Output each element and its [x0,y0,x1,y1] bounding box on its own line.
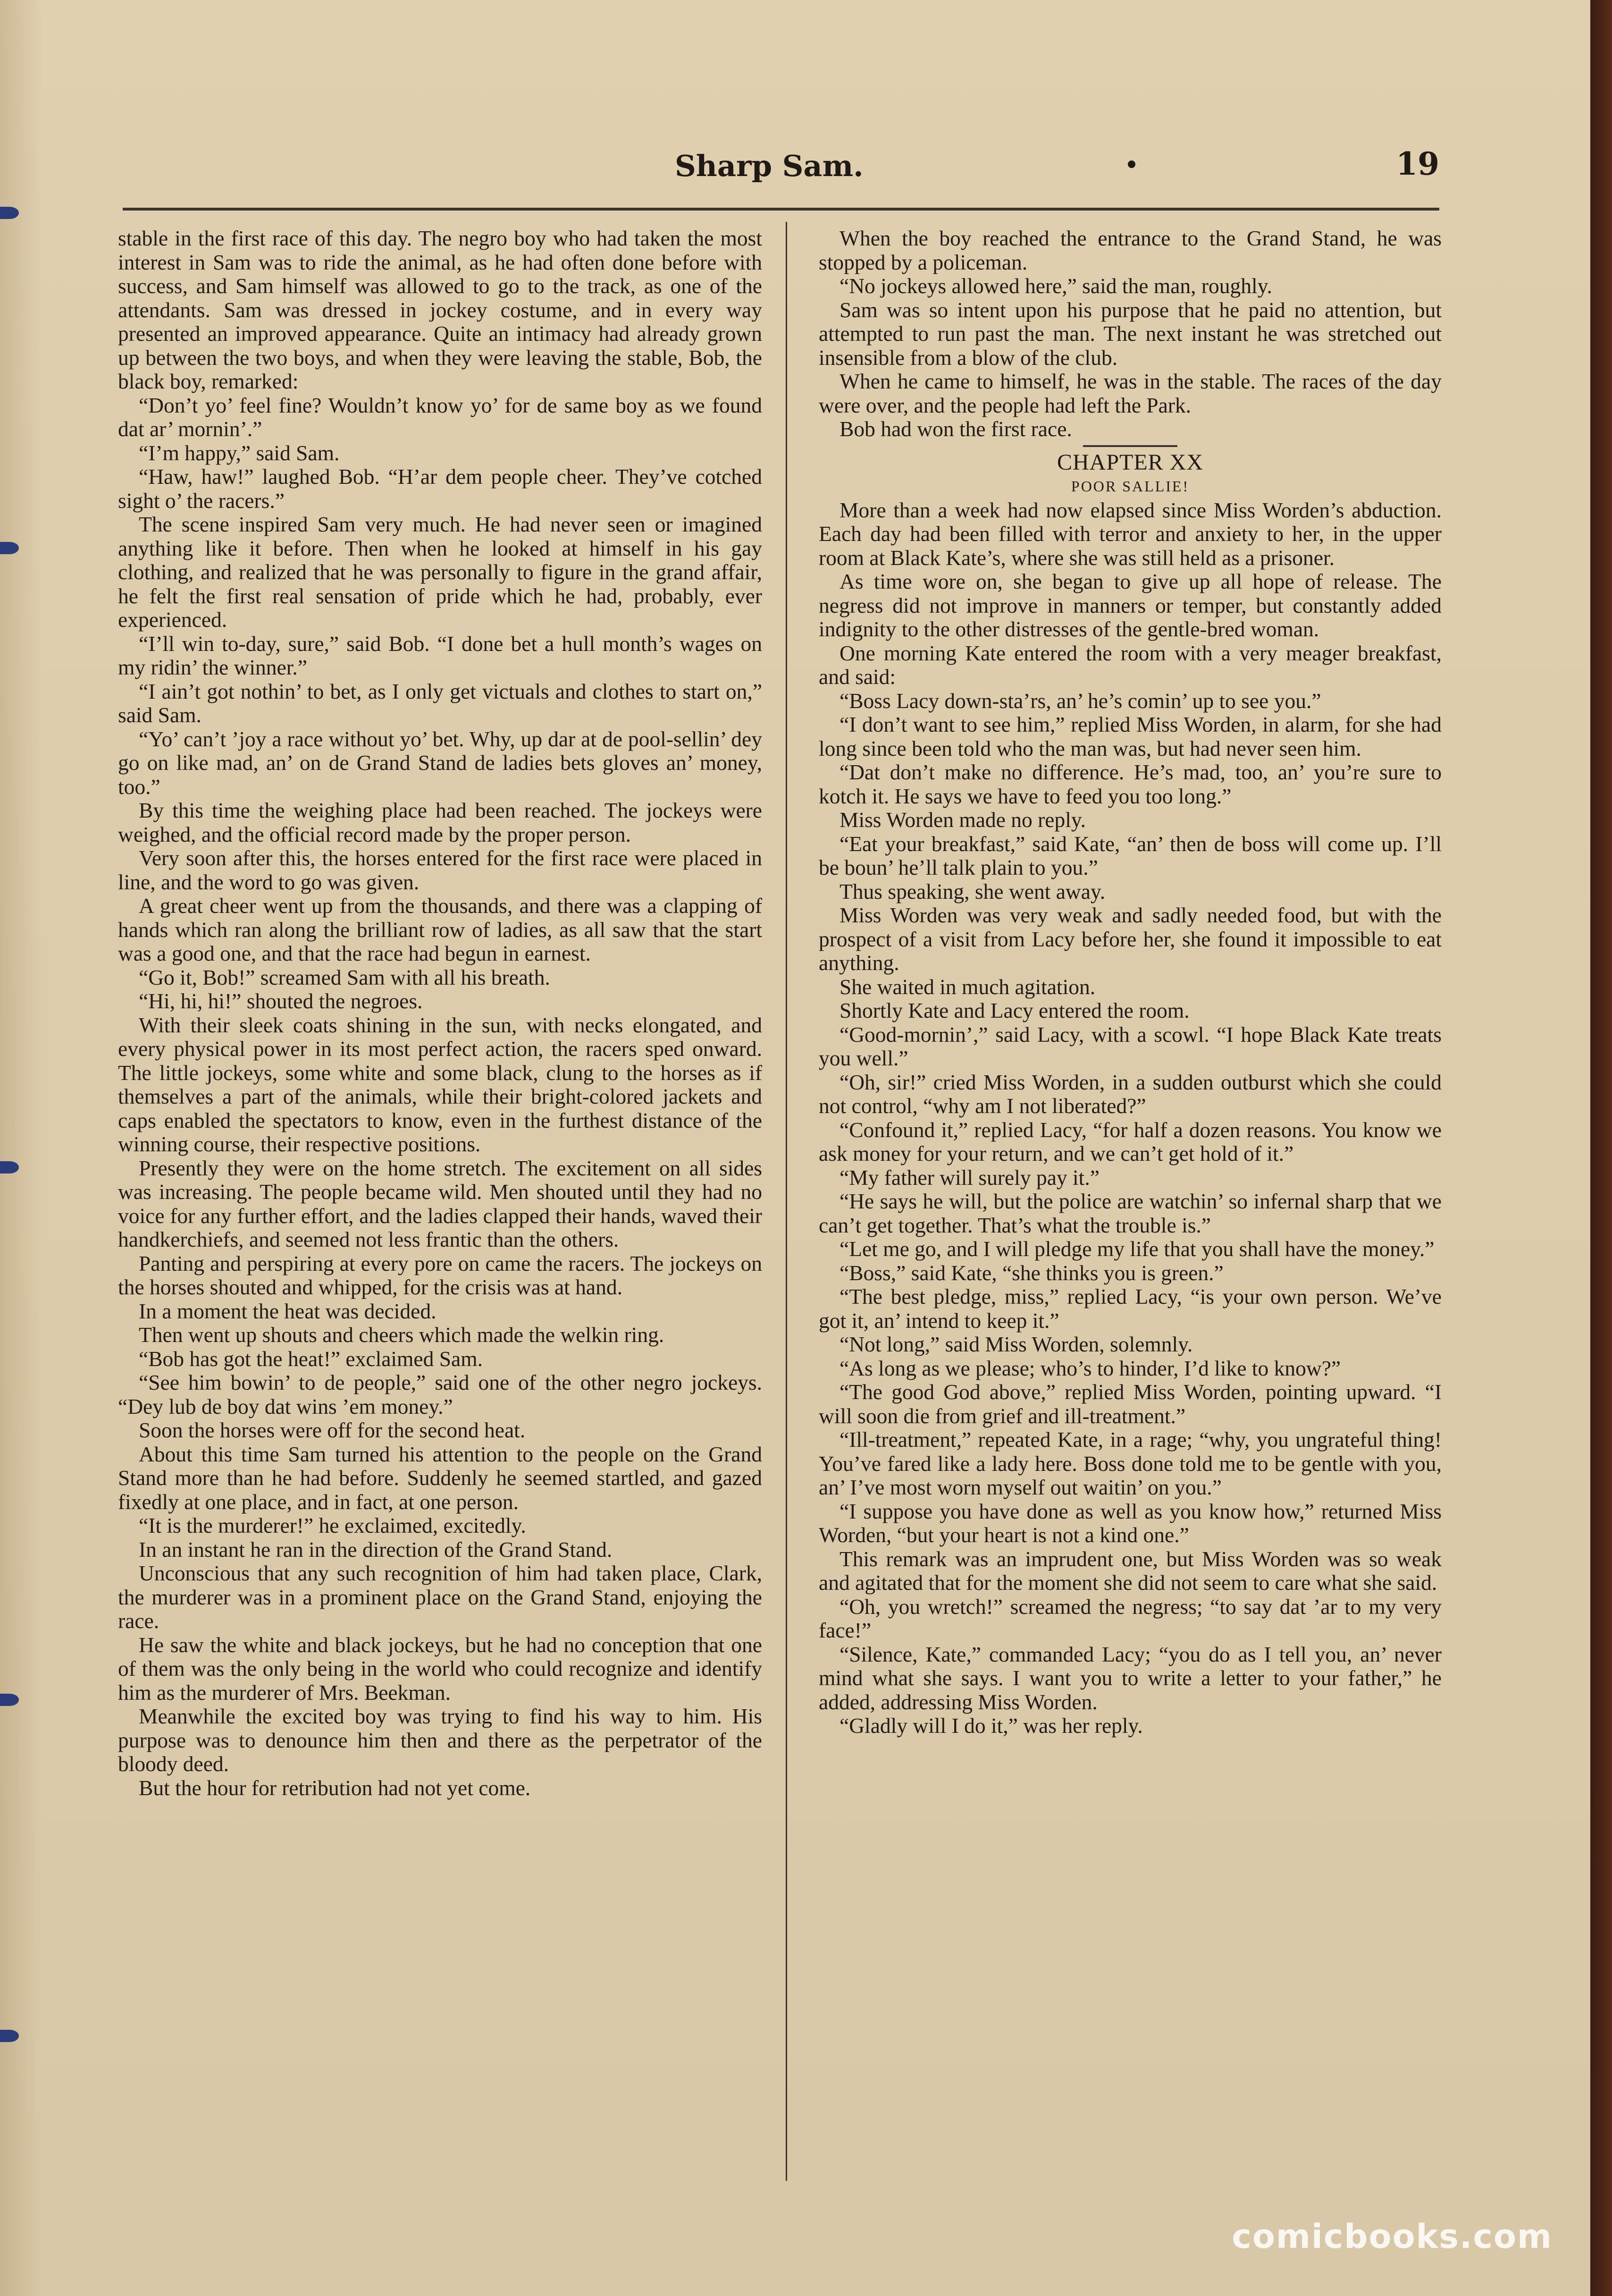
paragraph: “Don’t yo’ feel fine? Wouldn’t know yo’ for de same boy as we found dat ar’ mornin’.” [118,393,762,441]
chapter-subtitle: POOR SALLIE! [1071,478,1190,495]
paragraph: “Silence, Kate,” commanded Lacy; “you do as I tell you, an’ never mind what she says. I want you to write a letter to your father,” he added, addressing Miss Worden. [819,1642,1442,1714]
header-rule [123,208,1439,211]
paragraph: “Hi, hi, hi!” shouted the negroes. [139,989,423,1013]
binding-stitch [0,1694,19,1706]
paragraph: Soon the horses were off for the second heat. [139,1418,526,1442]
paragraph: When he came to himself, he was in the stable. The races of the day were over, and the people had left the Park. [819,369,1442,417]
paragraph: Shortly Kate and Lacy entered the room. [840,998,1190,1022]
paragraph: “Oh, sir!” cried Miss Worden, in a sudden outburst which she could not control, “why am I not liberated?” [819,1070,1442,1118]
binding-stitch [0,207,19,219]
paragraph: “I suppose you have done as well as you know how,” returned Miss Worden, “but your heart is not a kind one.” [819,1499,1442,1547]
chapter-title: CHAPTER XX [1057,449,1204,475]
paragraph: “Ill-treatment,” repeated Kate, in a rage; “why, you ungrateful thing! You’ve fared like a lady here. Boss done told me to be gentle with you, an’ I’ve most worn myself out waitin’ on you.” [819,1427,1442,1499]
paragraph: “My father will surely pay it.” [840,1165,1100,1190]
paragraph: “I don’t want to see him,” replied Miss Worden, in alarm, for she had long since been told who the man was, but had never seen him. [819,712,1442,760]
binding-stitch [0,542,19,554]
binding-stitch [0,1161,19,1173]
paragraph: The scene inspired Sam very much. He had never seen or imagined anything like it before. Then when he looked at himself in his gay clothing, and realized that he was personally to figure in the grand affair, he felt the first real sensation of pride which he had, probably, ever experienced. [118,512,762,632]
paragraph: “I’ll win to-day, sure,” said Bob. “I done bet a hull month’s wages on my ridin’ the winner.” [118,631,762,679]
paragraph: “Confound it,” replied Lacy, “for half a dozen reasons. You know we ask money for your return, and we can’t get hold of it.” [819,1117,1442,1165]
paragraph: He saw the white and black jockeys, but he had no conception that one of them was the only being in the world who could recognize and identify him as the murderer of Mrs. Beekman. [118,1632,762,1705]
running-head: Sharp Sam. [675,149,864,183]
paragraph: Miss Worden was very weak and sadly needed food, but with the prospect of a visit from Lacy before her, she found it impossible to eat anything. [819,903,1442,975]
paragraph: “He says he will, but the police are watchin’ so infernal sharp that we can’t get together. That’s what the trouble is.” [819,1189,1442,1237]
paragraph: One morning Kate entered the room with a very meager breakfast, and said: [819,641,1442,689]
paragraph: Meanwhile the excited boy was trying to find his way to him. His purpose was to denounce him then and there as the perpetrator of the bloody deed. [118,1704,762,1776]
paragraph: “Go it, Bob!” screamed Sam with all his breath. [139,965,550,989]
paragraph: “Dat don’t make no difference. He’s mad, too, an’ you’re sure to kotch it. He says we have to feed you too long.” [819,760,1442,808]
paragraph: “I ain’t got nothin’ to bet, as I only get victuals and clothes to start on,” said Sam. [118,679,762,727]
right-column [819,227,1442,1738]
paragraph: As time wore on, she began to give up all hope of release. The negress did not improve in manners or temper, but constantly added indignity to the other distresses of the gentle-bred woman. [819,569,1442,641]
paragraph: More than a week had now elapsed since Miss Worden’s abduction. Each day had been filled with terror and anxiety to her, in the upper room at Black Kate’s, where she was still held as a prisoner. [819,498,1442,570]
paragraph: “Bob has got the heat!” exclaimed Sam. [139,1346,483,1371]
paragraph: In an instant he ran in the direction of the Grand Stand. [139,1537,613,1562]
paragraph: Unconscious that any such recognition of him had taken place, Clark, the murderer was in a prominent place on the Grand Stand, enjoying the race. [118,1561,762,1633]
paragraph: Miss Worden made no reply. [840,808,1086,832]
paragraph: Sam was so intent upon his purpose that he paid no attention, but attempted to run past the man. The next instant he was stretched out insensible from a blow of the club. [819,297,1442,370]
paragraph: With their sleek coats shining in the sun, with necks elongated, and every physical power in its most perfect action, the racers sped onward. The little jockeys, some white and some black, clung to the horses as if themselves a part of the animals, while their bright-colored jackets and caps enabled the spectators to know, even in the furthest distance of the winning course, their respective positions. [118,1013,762,1156]
dot-ornament [1128,160,1135,168]
paragraph: “As long as we please; who’s to hinder, I’d like to know?” [840,1356,1341,1380]
book-edge [1590,0,1612,2296]
paragraph: “Haw, haw!” laughed Bob. “H’ar dem people cheer. They’ve cotched sight o’ the racers.” [118,464,762,513]
paragraph: “Boss,” said Kate, “she thinks you is green.” [840,1260,1224,1285]
paragraph: Presently they were on the home stretch. The excitement on all sides was increasing. The people became wild. Men shouted until they had no voice for any further effort, and the ladies clapped their hands, waved their handkerchiefs, and seemed not less frantic than the others. [118,1156,762,1251]
paragraph: But the hour for retribution had not yet come. [139,1775,531,1800]
paragraph: “Not long,” said Miss Worden, solemnly. [840,1332,1193,1356]
paragraph: “Let me go, and I will pledge my life that you shall have the money.” [840,1237,1435,1261]
right-column-before [819,227,1442,441]
paragraph: “It is the murderer!” he exclaimed, excitedly. [139,1513,526,1537]
paragraph: “The best pledge, miss,” replied Lacy, “is your own person. We’ve got it, an’ intend to keep it.” [819,1284,1442,1333]
paragraph: “I’m happy,” said Sam. [139,440,340,465]
left-column [118,227,762,1800]
paragraph: By this time the weighing place had been reached. The jockeys were weighed, and the official record made by the proper person. [118,798,762,846]
paragraph: Then went up shouts and cheers which made the welkin ring. [139,1323,664,1347]
page-number: 19 [1396,145,1439,182]
paragraph: “See him bowin’ to de people,” said one of the other negro jockeys. “Dey lub de boy dat wins ’em money.” [118,1370,762,1418]
paragraph: “Eat your breakfast,” said Kate, “an’ then de boss will come up. I’ll be boun’ he’ll talk plain to you.” [819,831,1442,879]
right-column-after [819,498,1442,1738]
paragraph: “Gladly will I do it,” was her reply. [840,1714,1143,1738]
paragraph: “No jockeys allowed here,” said the man, roughly. [840,274,1272,298]
paragraph: “Yo’ can’t ’joy a race without yo’ bet. Why, up dar at de pool-sellin’ dey go on like mad, an’ on de Grand Stand de ladies bets gloves an’ money, too.” [118,726,762,799]
column-rule [786,222,787,2181]
paragraph: About this time Sam turned his attention to the people on the Grand Stand more than he had before. Suddenly he seemed startled, and gazed fixedly at one place, and in fact, at one person. [118,1442,762,1514]
watermark: comicbooks.com [1232,2217,1553,2256]
paragraph: “Good-mornin’,” said Lacy, with a scowl. “I hope Black Kate treats you well.” [819,1022,1442,1070]
page-header [123,142,1439,194]
paragraph: She waited in much agitation. [840,974,1096,999]
paragraph: In a moment the heat was decided. [139,1299,437,1323]
paragraph: Panting and perspiring at every pore on came the racers. The jockeys on the horses shouted and whipped, for the crisis was at hand. [118,1251,762,1299]
paragraph: stable in the first race of this day. The negro boy who had taken the most interest in Sam was to ride the animal, as he had often done before with success, and Sam himself was allowed to go to the track, as one of the attendants. Sam was dressed in jockey costume, and in every way presented an improved appearance. Quite an intimacy had already grown up between the two boys, and when they were leaving the stable, Bob, the black boy, remarked: [118,226,762,393]
chapter-rule [1083,445,1177,447]
paragraph: Bob had won the first race. [840,417,1072,441]
paragraph: “Oh, you wretch!” screamed the negress; “to say dat ’ar to my very face!” [819,1594,1442,1642]
paragraph: Very soon after this, the horses entered for the first race were placed in line, and the word to go was given. [118,846,762,894]
binding-stitch [0,2030,19,2042]
paragraph: “Boss Lacy down-sta’rs, an’ he’s comin’ up to see you.” [840,688,1321,713]
paragraph: A great cheer went up from the thousands, and there was a clapping of hands which ran along the brilliant row of ladies, as all saw that the start was a good one, and that the race had begun in earnest. [118,894,762,965]
paragraph: This remark was an imprudent one, but Miss Worden was so weak and agitated that for the moment she did not seem to care what she said. [819,1546,1442,1595]
paragraph: Thus speaking, she went away. [840,879,1106,903]
paragraph: “The good God above,” replied Miss Worden, pointing upward. “I will soon die from grief and ill-treatment.” [819,1380,1442,1428]
paragraph: When the boy reached the entrance to the Grand Stand, he was stopped by a policeman. [819,226,1442,274]
